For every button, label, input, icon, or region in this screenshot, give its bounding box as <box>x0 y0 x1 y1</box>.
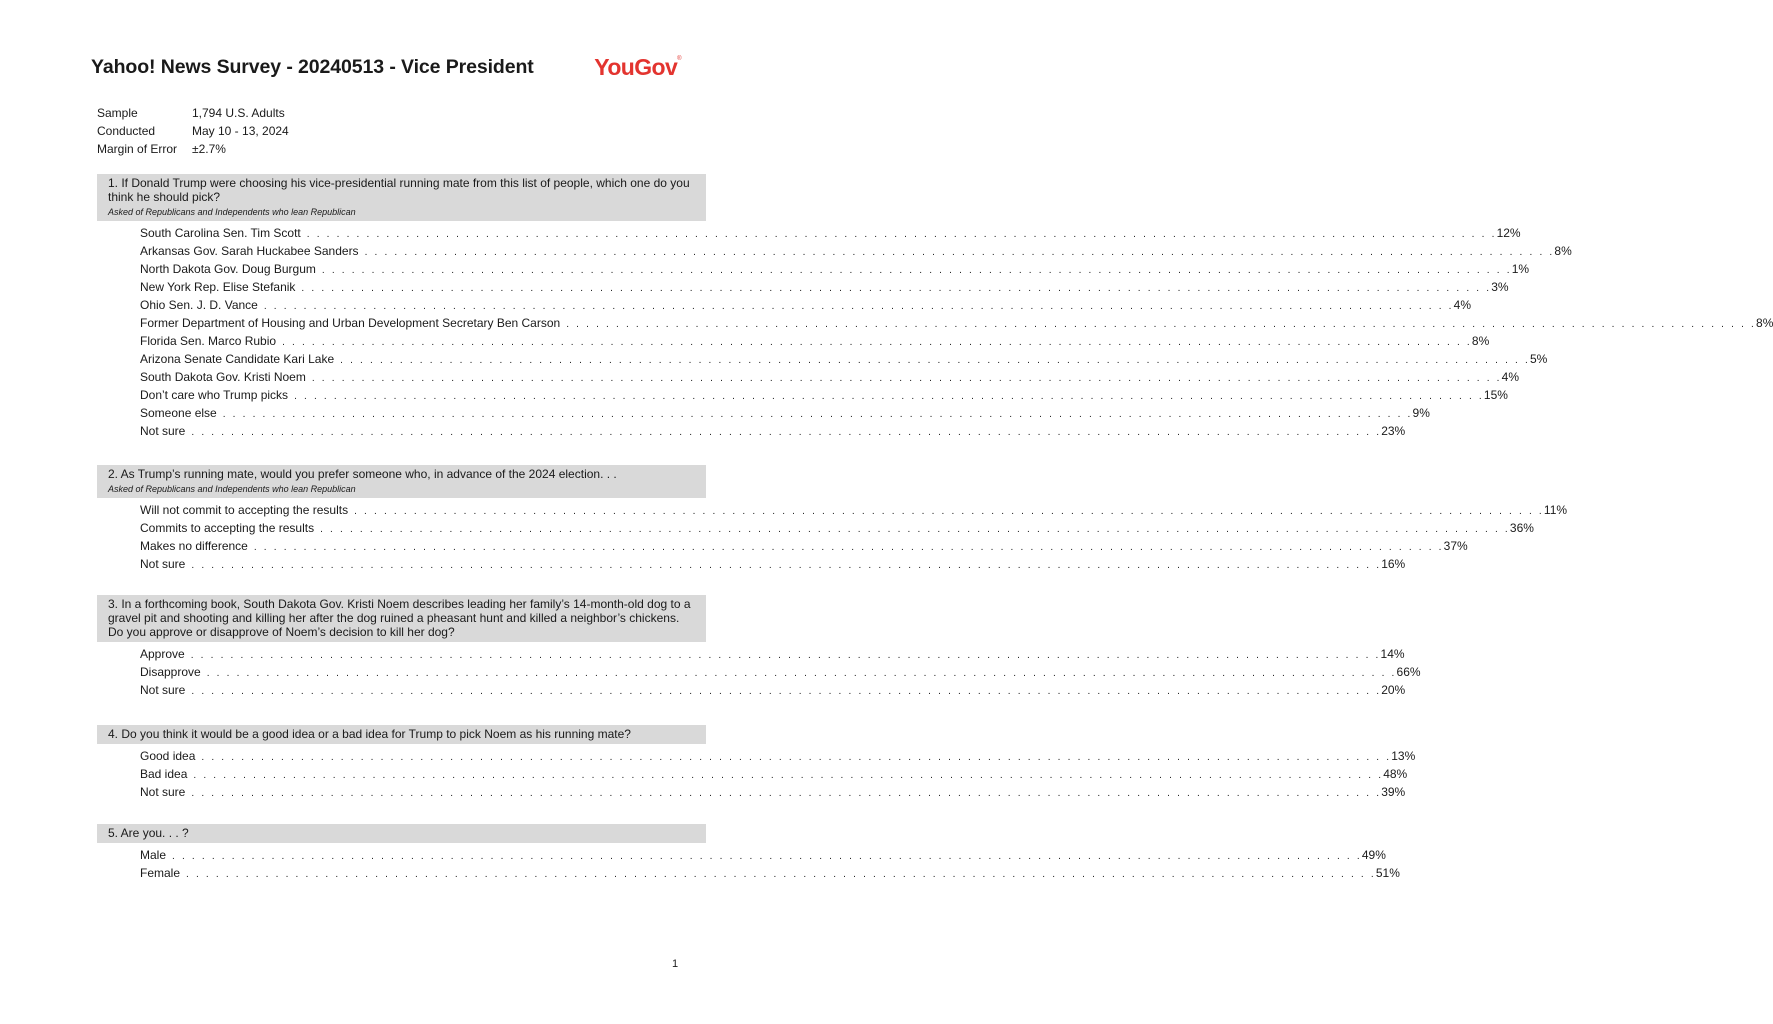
response-label: New York Rep. Elise Stefanik <box>140 280 296 294</box>
response-row <box>140 404 1430 422</box>
response-row <box>140 537 1468 555</box>
yougov-logo <box>594 54 681 81</box>
response-label: Arizona Senate Candidate Kari Lake <box>140 352 335 366</box>
response-value: 37% <box>1443 539 1468 553</box>
dot-leader: . . . . . . . . . . . . . . . . . . . . . . . . . . . . . . . . . . . . . . . . . . . . . . . . . . . . . . . . . . . . . . . . . . . . . . . . . . . . . . . . . . . . . . . . . . . . . . . . . . . . . . . . . . . . . . . . . . . . . . . . <box>222 409 1413 420</box>
response-label: Ohio Sen. J. D. Vance <box>140 298 258 312</box>
response-value: 4% <box>1453 298 1472 312</box>
response-row <box>140 350 1548 368</box>
response-value: 13% <box>1391 749 1416 763</box>
question-block <box>97 174 1773 440</box>
response-value: 8% <box>1554 244 1572 258</box>
dot-leader: . . . . . . . . . . . . . . . . . . . . . . . . . . . . . . . . . . . . . . . . . . . . . . . . . . . . . . . . . . . . . . . . . . . . . . . . . . . . . . . . . . . . . . . . . . . . . . . . . . . . . . . . . . . . . . . . . . . . . . . . <box>206 668 1397 679</box>
response-label: Will not commit to accepting the results <box>140 503 349 517</box>
meta-row <box>97 122 289 140</box>
question-block <box>97 595 1421 699</box>
response-label: Someone else <box>140 406 217 420</box>
response-value: 4% <box>1501 370 1520 384</box>
response-row <box>140 645 1405 663</box>
question-text: 2. As Trump’s running mate, would you prefer someone who, in advance of the 2024 election. . . <box>108 467 617 481</box>
question-block <box>97 824 1400 882</box>
response-row <box>140 681 1406 699</box>
response-label: Not sure <box>140 557 186 571</box>
page-header <box>91 56 681 86</box>
dot-leader: . . . . . . . . . . . . . . . . . . . . . . . . . . . . . . . . . . . . . . . . . . . . . . . . . . . . . . . . . . . . . . . . . . . . . . . . . . . . . . . . . . . . . . . . . . . . . . . . . . . . . . . . . . . . . . . . . . . . . . . . <box>193 770 1384 781</box>
response-value: 3% <box>1491 280 1509 294</box>
response-row <box>140 864 1400 882</box>
response-value: 5% <box>1529 352 1548 366</box>
response-value: 39% <box>1381 785 1406 799</box>
response-row <box>140 422 1406 440</box>
response-row <box>140 519 1534 537</box>
meta-row <box>97 140 289 158</box>
response-list <box>140 846 1400 882</box>
dot-leader: . . . . . . . . . . . . . . . . . . . . . . . . . . . . . . . . . . . . . . . . . . . . . . . . . . . . . . . . . . . . . . . . . . . . . . . . . . . . . . . . . . . . . . . . . . . . . . . . . . . . . . . . . . . . . . . . . . . . . . . . <box>282 337 1472 348</box>
response-label: Female <box>140 866 181 880</box>
response-row <box>140 278 1509 296</box>
meta-key: Conducted <box>97 124 156 138</box>
response-row <box>140 224 1521 242</box>
response-value: 36% <box>1509 521 1534 535</box>
response-row <box>140 663 1421 681</box>
meta-key: Margin of Error <box>97 142 178 156</box>
question-text: 1. If Donald Trump were choosing his vice-presidential running mate from this list of people, which one do you think he should pick? <box>108 176 690 204</box>
response-row <box>140 747 1416 765</box>
question-note: Asked of Republicans and Independents who lean Republican <box>108 484 356 494</box>
question-text: 4. Do you think it would be a good idea or a bad idea for Trump to pick Noem as his running mate? <box>108 727 631 741</box>
response-value: 12% <box>1496 226 1521 240</box>
response-value: 66% <box>1396 665 1421 679</box>
question-note: Asked of Republicans and Independents who lean Republican <box>108 207 356 217</box>
question-header <box>97 824 706 843</box>
question-header <box>97 725 706 744</box>
response-label: Good idea <box>140 749 196 763</box>
response-label: Not sure <box>140 785 186 799</box>
dot-leader: . . . . . . . . . . . . . . . . . . . . . . . . . . . . . . . . . . . . . . . . . . . . . . . . . . . . . . . . . . . . . . . . . . . . . . . . . . . . . . . . . . . . . . . . . . . . . . . . . . . . . . . . . . . . . . . . . . . . . . . . <box>190 650 1381 661</box>
dot-leader: . . . . . . . . . . . . . . . . . . . . . . . . . . . . . . . . . . . . . . . . . . . . . . . . . . . . . . . . . . . . . . . . . . . . . . . . . . . . . . . . . . . . . . . . . . . . . . . . . . . . . . . . . . . . . . . . . . . . . . . . <box>306 229 1497 240</box>
question-header <box>97 595 706 642</box>
meta-value: 1,794 U.S. Adults <box>192 106 285 120</box>
response-row <box>140 386 1508 404</box>
response-value: 9% <box>1412 406 1430 420</box>
dot-leader: . . . . . . . . . . . . . . . . . . . . . . . . . . . . . . . . . . . . . . . . . . . . . . . . . . . . . . . . . . . . . . . . . . . . . . . . . . . . . . . . . . . . . . . . . . . . . . . . . . . . . . . . . . . . . . . . . . . . . . . . <box>311 373 1502 384</box>
response-label: Approve <box>140 647 185 661</box>
meta-row <box>97 104 289 122</box>
dot-leader: . . . . . . . . . . . . . . . . . . . . . . . . . . . . . . . . . . . . . . . . . . . . . . . . . . . . . . . . . . . . . . . . . . . . . . . . . . . . . . . . . . . . . . . . . . . . . . . . . . . . . . . . . . . . . . . . . . . . . . . . <box>191 686 1382 697</box>
dot-leader: . . . . . . . . . . . . . . . . . . . . . . . . . . . . . . . . . . . . . . . . . . . . . . . . . . . . . . . . . . . . . . . . . . . . . . . . . . . . . . . . . . . . . . . . . . . . . . . . . . . . . . . . . . . . . . . . . . . . . . . . <box>191 788 1382 799</box>
dot-leader: . . . . . . . . . . . . . . . . . . . . . . . . . . . . . . . . . . . . . . . . . . . . . . . . . . . . . . . . . . . . . . . . . . . . . . . . . . . . . . . . . . . . . . . . . . . . . . . . . . . . . . . . . . . . . . . . . . . . . . . . <box>186 869 1376 880</box>
question-block <box>97 465 1568 573</box>
response-label: Makes no difference <box>140 539 248 553</box>
response-label: Bad idea <box>140 767 188 781</box>
dot-leader: . . . . . . . . . . . . . . . . . . . . . . . . . . . . . . . . . . . . . . . . . . . . . . . . . . . . . . . . . . . . . . . . . . . . . . . . . . . . . . . . . . . . . . . . . . . . . . . . . . . . . . . . . . . . . . . . . . . . . . . . <box>340 355 1530 366</box>
response-row <box>140 296 1472 314</box>
dot-leader: . . . . . . . . . . . . . . . . . . . . . . . . . . . . . . . . . . . . . . . . . . . . . . . . . . . . . . . . . . . . . . . . . . . . . . . . . . . . . . . . . . . . . . . . . . . . . . . . . . . . . . . . . . . . . . . . . . . . . . . . <box>191 560 1382 571</box>
dot-leader: . . . . . . . . . . . . . . . . . . . . . . . . . . . . . . . . . . . . . . . . . . . . . . . . . . . . . . . . . . . . . . . . . . . . . . . . . . . . . . . . . . . . . . . . . . . . . . . . . . . . . . . . . . . . . . . . . . . . . . . . <box>566 319 1757 330</box>
response-row <box>140 555 1406 573</box>
page-title: Yahoo! News Survey - 20240513 - Vice President <box>91 56 534 78</box>
response-list <box>140 224 1773 440</box>
response-value: 51% <box>1375 866 1400 880</box>
response-value: 11% <box>1543 503 1568 517</box>
dot-leader: . . . . . . . . . . . . . . . . . . . . . . . . . . . . . . . . . . . . . . . . . . . . . . . . . . . . . . . . . . . . . . . . . . . . . . . . . . . . . . . . . . . . . . . . . . . . . . . . . . . . . . . . . . . . . . . . . . . . . . . . <box>201 752 1392 763</box>
meta-value: May 10 - 13, 2024 <box>192 124 289 138</box>
response-label: Former Department of Housing and Urban Development Secretary Ben Carson <box>140 316 561 330</box>
question-header <box>97 465 706 498</box>
dot-leader: . . . . . . . . . . . . . . . . . . . . . . . . . . . . . . . . . . . . . . . . . . . . . . . . . . . . . . . . . . . . . . . . . . . . . . . . . . . . . . . . . . . . . . . . . . . . . . . . . . . . . . . . . . . . . . . . . . . . . . . . <box>191 427 1382 438</box>
dot-leader: . . . . . . . . . . . . . . . . . . . . . . . . . . . . . . . . . . . . . . . . . . . . . . . . . . . . . . . . . . . . . . . . . . . . . . . . . . . . . . . . . . . . . . . . . . . . . . . . . . . . . . . . . . . . . . . . . . . . . . . . <box>321 265 1512 276</box>
dot-leader: . . . . . . . . . . . . . . . . . . . . . . . . . . . . . . . . . . . . . . . . . . . . . . . . . . . . . . . . . . . . . . . . . . . . . . . . . . . . . . . . . . . . . . . . . . . . . . . . . . . . . . . . . . . . . . . . . . . . . . . . <box>364 247 1555 258</box>
response-label: Disapprove <box>140 665 201 679</box>
response-value: 1% <box>1511 262 1530 276</box>
response-value: 14% <box>1380 647 1405 661</box>
dot-leader: . . . . . . . . . . . . . . . . . . . . . . . . . . . . . . . . . . . . . . . . . . . . . . . . . . . . . . . . . . . . . . . . . . . . . . . . . . . . . . . . . . . . . . . . . . . . . . . . . . . . . . . . . . . . . . . . . . . . . . . . <box>301 283 1492 294</box>
response-row <box>140 332 1490 350</box>
response-value: 8% <box>1471 334 1490 348</box>
question-text: 3. In a forthcoming book, South Dakota Gov. Kristi Noem describes leading her family’s 14-month-old dog to a gravel pit and shooting and killing her after the dog ruined a pheasant hunt and killed a neighbor’s chickens. Do you approve or disapprove of Noem’s decision to kill her dog? <box>108 597 691 639</box>
response-row <box>140 314 1773 332</box>
dot-leader: . . . . . . . . . . . . . . . . . . . . . . . . . . . . . . . . . . . . . . . . . . . . . . . . . . . . . . . . . . . . . . . . . . . . . . . . . . . . . . . . . . . . . . . . . . . . . . . . . . . . . . . . . . . . . . . . . . . . . . . . <box>320 524 1510 535</box>
dot-leader: . . . . . . . . . . . . . . . . . . . . . . . . . . . . . . . . . . . . . . . . . . . . . . . . . . . . . . . . . . . . . . . . . . . . . . . . . . . . . . . . . . . . . . . . . . . . . . . . . . . . . . . . . . . . . . . . . . . . . . . . <box>172 851 1362 862</box>
question-header <box>97 174 706 221</box>
response-label: Male <box>140 848 167 862</box>
page-number: 1 <box>672 958 679 970</box>
survey-meta <box>97 104 289 158</box>
response-label: Arkansas Gov. Sarah Huckabee Sanders <box>140 244 359 258</box>
question-block <box>97 725 1416 801</box>
logo-registered-mark: ® <box>677 56 681 62</box>
response-value: 8% <box>1756 316 1773 330</box>
response-row <box>140 846 1386 864</box>
response-row <box>140 368 1520 386</box>
response-label: South Dakota Gov. Kristi Noem <box>140 370 306 384</box>
response-list <box>140 645 1421 699</box>
response-row <box>140 783 1406 801</box>
logo-text: YouGov <box>594 54 678 80</box>
response-value: 49% <box>1361 848 1386 862</box>
response-label: Commits to accepting the results <box>140 521 315 535</box>
response-label: Don’t care who Trump picks <box>140 388 289 402</box>
response-value: 20% <box>1381 683 1406 697</box>
dot-leader: . . . . . . . . . . . . . . . . . . . . . . . . . . . . . . . . . . . . . . . . . . . . . . . . . . . . . . . . . . . . . . . . . . . . . . . . . . . . . . . . . . . . . . . . . . . . . . . . . . . . . . . . . . . . . . . . . . . . . . . . <box>253 542 1444 553</box>
dot-leader: . . . . . . . . . . . . . . . . . . . . . . . . . . . . . . . . . . . . . . . . . . . . . . . . . . . . . . . . . . . . . . . . . . . . . . . . . . . . . . . . . . . . . . . . . . . . . . . . . . . . . . . . . . . . . . . . . . . . . . . . <box>263 301 1454 312</box>
response-label: Not sure <box>140 683 186 697</box>
response-row <box>140 501 1568 519</box>
response-label: Not sure <box>140 424 186 438</box>
response-list <box>140 747 1416 801</box>
response-value: 23% <box>1381 424 1406 438</box>
meta-value: ±2.7% <box>192 142 226 156</box>
response-row <box>140 242 1572 260</box>
dot-leader: . . . . . . . . . . . . . . . . . . . . . . . . . . . . . . . . . . . . . . . . . . . . . . . . . . . . . . . . . . . . . . . . . . . . . . . . . . . . . . . . . . . . . . . . . . . . . . . . . . . . . . . . . . . . . . . . . . . . . . . . <box>354 506 1544 517</box>
dot-leader: . . . . . . . . . . . . . . . . . . . . . . . . . . . . . . . . . . . . . . . . . . . . . . . . . . . . . . . . . . . . . . . . . . . . . . . . . . . . . . . . . . . . . . . . . . . . . . . . . . . . . . . . . . . . . . . . . . . . . . . . <box>294 391 1484 402</box>
response-value: 15% <box>1483 388 1508 402</box>
response-label: Florida Sen. Marco Rubio <box>140 334 277 348</box>
meta-key: Sample <box>97 106 138 120</box>
response-value: 48% <box>1383 767 1408 781</box>
response-label: North Dakota Gov. Doug Burgum <box>140 262 316 276</box>
response-row <box>140 260 1530 278</box>
response-row <box>140 765 1408 783</box>
response-label: South Carolina Sen. Tim Scott <box>140 226 301 240</box>
response-value: 16% <box>1381 557 1406 571</box>
response-list <box>140 501 1568 573</box>
question-text: 5. Are you. . . ? <box>108 826 189 840</box>
